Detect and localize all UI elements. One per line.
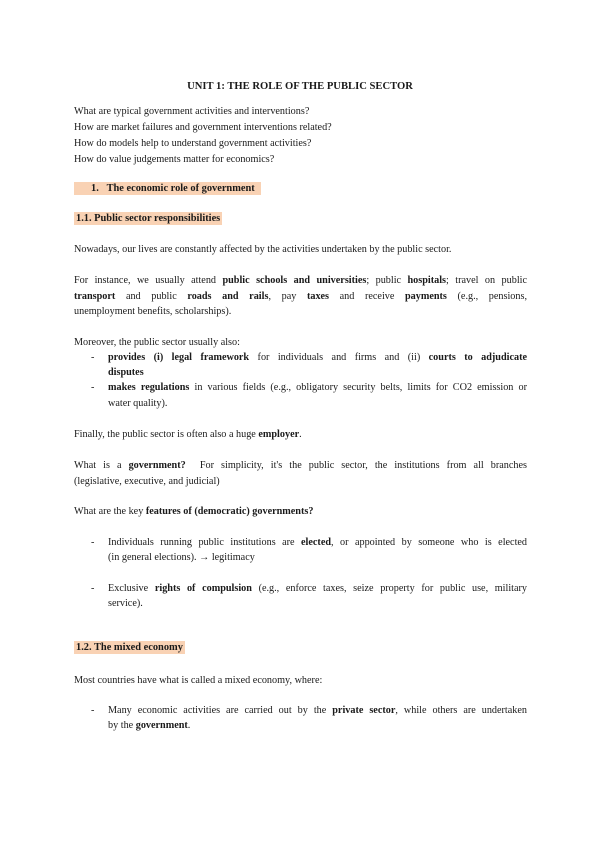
bullet-compulsion-line-2: service). xyxy=(108,598,143,609)
paragraph-instance-line-1: For instance, we usually attend public schools and universities; public hospitals; travel on public xyxy=(74,275,527,286)
bullet-dash: - xyxy=(91,583,95,594)
paragraph-finally: Finally, the public sector is often also a huge employer. xyxy=(74,429,302,440)
paragraph-instance-line-3: unemployment benefits, scholarships). xyxy=(74,306,232,317)
paragraph-mixed-economy: Most countries have what is called a mixed economy, where: xyxy=(74,675,323,686)
paragraph-what-line-2: (legislative, executive, and judicial) xyxy=(74,476,220,487)
bullet-legal-framework-line-1: provides (i) legal framework for individuals and firms and (ii) courts to adjudicate xyxy=(108,352,528,363)
question-4: How do value judgements matter for economics? xyxy=(74,154,275,165)
bullet-dash: - xyxy=(91,352,95,363)
paragraph-moreover: Moreover, the public sector usually also: xyxy=(74,337,240,348)
section-1-1-heading xyxy=(74,212,222,226)
bullet-regulations-line-2: water quality). xyxy=(108,398,168,409)
question-2: How are market failures and government interventions related? xyxy=(74,122,332,133)
bullet-dash: - xyxy=(91,382,95,393)
bullet-dash: - xyxy=(91,537,95,548)
section-1-1-title: 1.1. Public sector responsibilities xyxy=(76,213,221,224)
bullet-legal-framework-line-2: disputes xyxy=(108,367,144,378)
bullet-elected-line-1: Individuals running public institutions are elected, or appointed by someone who is elected xyxy=(108,537,528,548)
bullet-elected-line-2: (in general elections). → legitimacy xyxy=(108,552,255,563)
bullet-private-sector-line-2: by the government. xyxy=(108,720,191,731)
section-1-title: The economic role of government xyxy=(106,183,255,194)
paragraph-what-line-1: What is a government? For simplicity, it's the public sector, the institutions from all branches xyxy=(74,460,527,471)
bullet-dash: - xyxy=(91,705,95,716)
section-1-number: 1. xyxy=(91,183,99,194)
bullet-compulsion-line-1: Exclusive rights of compulsion (e.g., enforce taxes, seize property for public use, military xyxy=(108,583,528,594)
paragraph-key-features: What are the key features of (democratic) governments? xyxy=(74,506,314,517)
bullet-private-sector-line-1: Many economic activities are carried out by the private sector, while others are undertaken xyxy=(108,705,527,716)
question-3: How do models help to understand government activities? xyxy=(74,138,312,149)
section-1-heading xyxy=(74,182,261,196)
bullet-regulations-line-1: makes regulations in various fields (e.g., obligatory security belts, limits for CO2 emission or xyxy=(108,382,527,393)
section-1-2-title: 1.2. The mixed economy xyxy=(76,642,183,653)
page-title: UNIT 1: THE ROLE OF THE PUBLIC SECTOR xyxy=(187,81,413,92)
section-1-2-heading xyxy=(74,641,185,655)
paragraph-nowadays: Nowadays, our lives are constantly affected by the activities undertaken by the public sector. xyxy=(74,244,452,255)
question-1: What are typical government activities and interventions? xyxy=(74,106,310,117)
paragraph-instance-line-2: transport and public roads and rails, pay taxes and receive payments (e.g., pensions, xyxy=(74,291,528,302)
